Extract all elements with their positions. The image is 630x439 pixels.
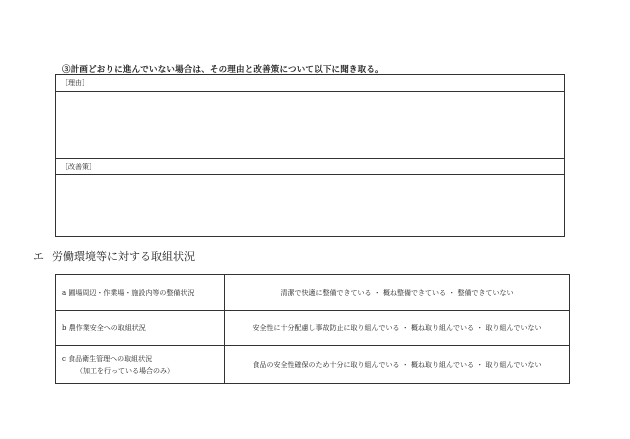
item-note: （加工を行っている場合のみ）: [76, 366, 174, 375]
item-label: a 圃場周辺・作業場・施設内等の整備状況: [62, 288, 195, 297]
section-e-heading: [33, 248, 195, 264]
reason-area[interactable]: [56, 92, 564, 158]
choices-cell[interactable]: 食品の安全性確保のため十分に取り組んでいる ・ 概ね取り組んでいる ・ 取り組んでいない: [225, 346, 570, 384]
table-item-cell: [56, 311, 225, 346]
improvement-label: ［改善策］: [56, 158, 564, 175]
table-item-cell: [56, 346, 225, 384]
table-row: [56, 275, 570, 311]
table-row: [56, 311, 570, 346]
choices-cell[interactable]: 安全性に十分配慮し事故防止に取り組んでいる ・ 概ね取り組んでいる ・ 取り組んでいない: [225, 311, 570, 346]
table-row: [56, 346, 570, 384]
labor-environment-table: [55, 274, 570, 384]
improvement-area[interactable]: [56, 175, 564, 236]
interview-box: [55, 74, 565, 237]
table-item-cell: [56, 275, 225, 311]
item-label: c 食品衛生管理への取組状況: [62, 354, 153, 363]
section-e-title: 労働環境等に対する取組状況: [52, 250, 195, 263]
reason-label: ［理由］: [56, 75, 564, 92]
section-e-marker: エ: [33, 250, 44, 263]
section-3-heading: ③計画どおりに進んでいない場合は、その理由と改善策について以下に聞き取る。: [62, 65, 384, 75]
choices-cell[interactable]: 清潔で快適に整備できている ・ 概ね整備できている ・ 整備できていない: [225, 275, 570, 311]
item-label: b 農作業安全への取組状況: [62, 324, 146, 332]
